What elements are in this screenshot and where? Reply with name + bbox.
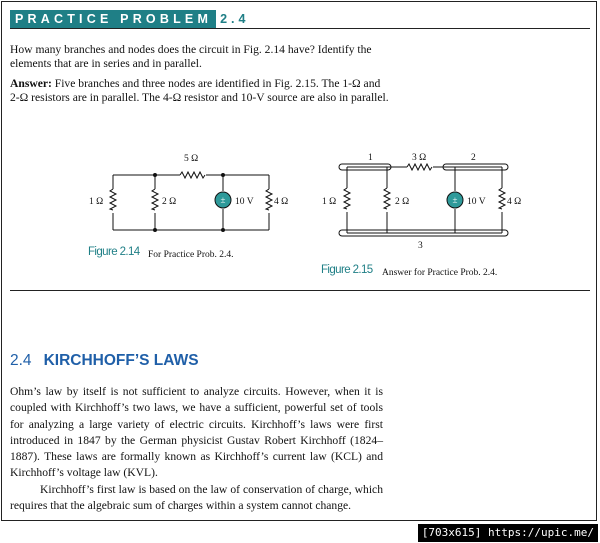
fig215-node-2: 2	[471, 153, 476, 163]
source-polarity-icon: ±	[452, 195, 458, 205]
section-paragraph-1: Ohm’s law by itself is not sufficient to analyze circuits. However, when it is coupled with Kirchhoff’s two laws, we have a sufficient, powerful set of tools for analyzing a large variety of electric circuits. Kirchhoff’s laws were first introduced in 1847 by the German physicist Gustav Robert Kirchhoff (1824–1887). These laws are formally known as Kirchhoff’s current law (KCL) and Kirchhoff’s voltage law (KVL).	[10, 385, 383, 480]
fig215-node-1: 1	[368, 153, 373, 163]
page-frame	[1, 1, 597, 521]
answer-label: Answer:	[10, 77, 52, 90]
fig215-r4: 4 Ω	[507, 197, 522, 207]
fig214-source: 10 V	[235, 197, 254, 207]
image-host-watermark: [703x615] https://upic.me/	[418, 524, 598, 542]
fig215-r1: 1 Ω	[322, 197, 337, 207]
fig215-caption: Answer for Practice Prob. 2.4.	[382, 268, 498, 278]
section-heading	[10, 352, 199, 370]
answer-text: Five branches and three nodes are identified in Fig. 2.15. The 1-Ω and 2-Ω resistors are in parallel. The 4-Ω resistor and 10-V source are also in parallel.	[10, 77, 389, 105]
fig214-r2: 2 Ω	[162, 197, 177, 207]
practice-problem-label: PRACTICE PROBLEM	[10, 10, 216, 28]
section-divider	[10, 290, 590, 291]
fig214-caption: For Practice Prob. 2.4.	[148, 250, 234, 260]
fig215-r2: 2 Ω	[395, 197, 410, 207]
section-number: 2.4	[10, 352, 32, 369]
fig214-label: Figure 2.14	[88, 246, 140, 258]
section-body	[10, 384, 383, 514]
fig214-r-top: 5 Ω	[184, 154, 199, 164]
fig214-r4: 4 Ω	[274, 197, 289, 207]
fig215-source: 10 V	[467, 197, 486, 207]
section-paragraph-2: Kirchhoff’s first law is based on the law of conservation of charge, which requires that the algebraic sum of charges within a system cannot change.	[10, 482, 383, 513]
fig215-r-top: 3 Ω	[412, 153, 427, 163]
fig215-node-3: 3	[418, 241, 423, 251]
section-title: KIRCHHOFF’S LAWS	[43, 352, 199, 369]
source-polarity-icon: ±	[220, 195, 226, 205]
practice-problem-number: 2.4	[220, 12, 250, 26]
fig214-r1: 1 Ω	[89, 197, 104, 207]
fig215-label: Figure 2.15	[321, 264, 373, 276]
practice-question: How many branches and nodes does the circuit in Fig. 2.14 have? Identify the elements that are in series and in parallel.	[10, 43, 372, 71]
